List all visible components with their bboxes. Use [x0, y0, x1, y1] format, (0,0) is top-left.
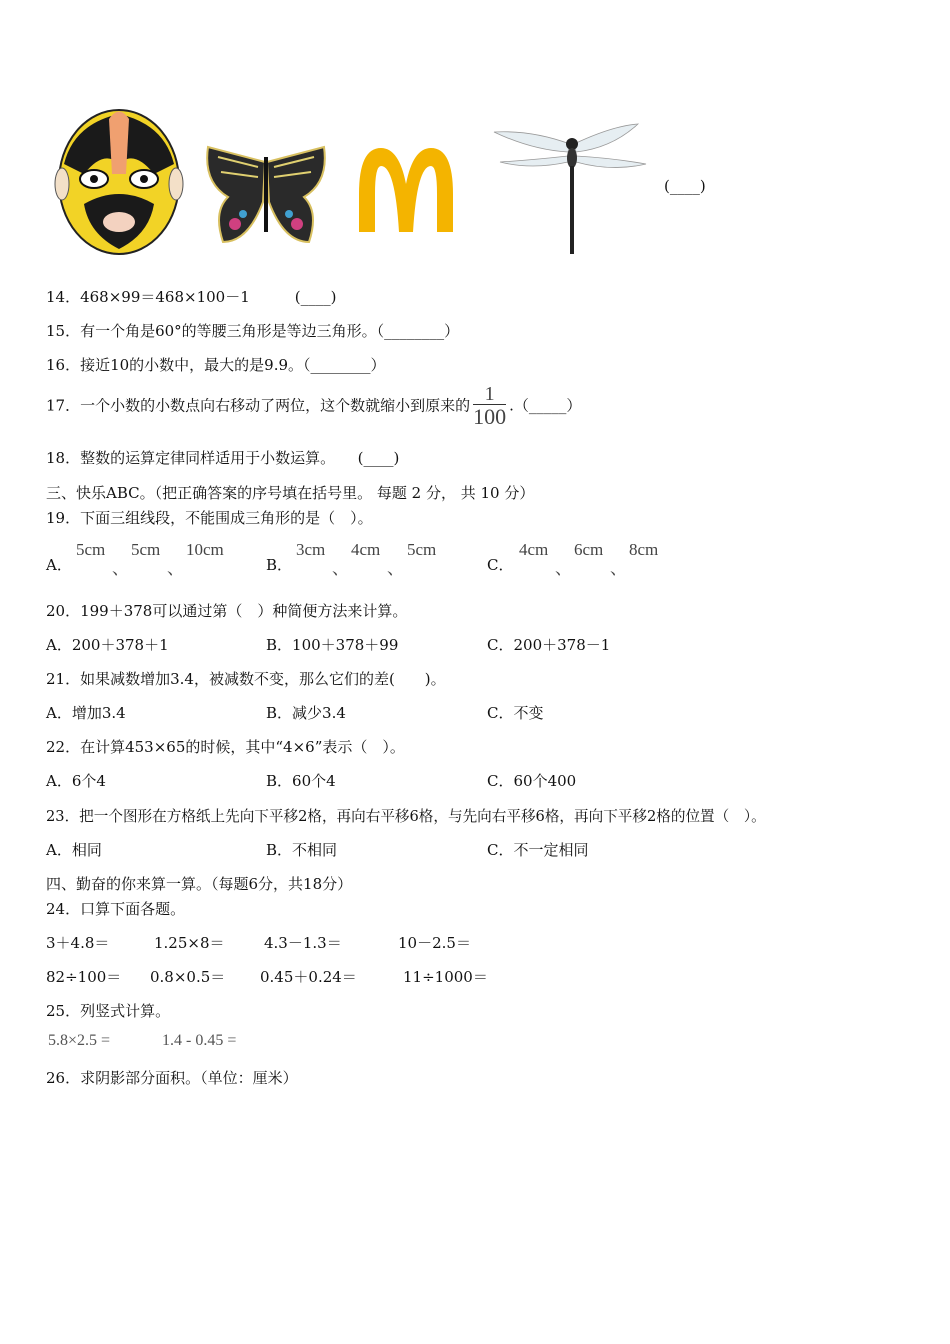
q22-option-b: B．60个4 — [266, 772, 336, 790]
q19-a-sep-1: 、 — [112, 559, 129, 578]
fraction-numerator: 1 — [473, 384, 506, 405]
q21-option-c: C．不变 — [487, 704, 544, 722]
q24-item-5: 82÷100＝ — [46, 968, 122, 986]
q23-option-b: B．不相同 — [266, 841, 338, 859]
question-15: 15．有一个角是60°的等腰三角形是等边三角形。（________） — [46, 322, 460, 340]
question-17 — [46, 384, 581, 429]
q19-c-seg-1: 4cm — [519, 540, 549, 559]
butterfly-image — [203, 142, 329, 246]
q19-option-c-label: C． — [487, 556, 514, 574]
q19-c-seg-2: 6cm — [574, 540, 604, 559]
dragonfly-image — [492, 122, 652, 258]
q19-a-seg-1: 5cm — [76, 540, 106, 559]
q24-item-7: 0.45＋0.24＝ — [260, 968, 357, 986]
q19-b-sep-1: 、 — [332, 559, 349, 578]
q19-c-sep-1: 、 — [555, 559, 572, 578]
question-18: 18．整数的运算定律同样适用于小数运算。 (____) — [46, 449, 400, 467]
q20-option-c: C．200＋378－1 — [487, 636, 611, 654]
question-20: 20．199＋378可以通过第（ ）种简便方法来计算。 — [46, 602, 408, 620]
fraction-one-hundredth — [473, 384, 506, 429]
q19-b-seg-3: 5cm — [407, 540, 437, 559]
q21-option-a: A．增加3.4 — [46, 704, 126, 722]
q19-option-a-label: A． — [46, 556, 72, 574]
q19-c-sep-2: 、 — [610, 559, 627, 578]
q20-option-a: A．200＋378＋1 — [46, 636, 169, 654]
q22-option-c: C．60个400 — [487, 772, 577, 790]
q22-option-a: A．6个4 — [46, 772, 106, 790]
q24-item-3: 4.3－1.3＝ — [264, 934, 342, 952]
q21-option-b: B．减少3.4 — [266, 704, 346, 722]
q24-item-6: 0.8×0.5＝ — [150, 968, 226, 986]
section-3-heading: 三、快乐ABC。（把正确答案的序号填在括号里。 每题 2 分， 共 10 分） — [46, 484, 535, 502]
q23-option-a: A．相同 — [46, 841, 102, 859]
q20-option-b: B．100＋378＋99 — [266, 636, 399, 654]
q19-b-seg-1: 3cm — [296, 540, 326, 559]
question-17-blank: .（_____） — [509, 396, 582, 415]
q24-item-2: 1.25×8＝ — [154, 934, 225, 952]
q19-c-seg-3: 8cm — [629, 540, 659, 559]
mcdonalds-logo-image — [355, 144, 457, 234]
question-23: 23．把一个图形在方格纸上先向下平移2格，再向右平移6格，与先向右平移6格，再向下平移2格的位置（ ）。 — [46, 808, 766, 825]
question-22: 22．在计算453×65的时候，其中“4×6”表示（ ）。 — [46, 738, 405, 756]
q23-option-c: C．不一定相同 — [487, 841, 589, 859]
q25-item-2: 1.4 - 0.45 = — [162, 1032, 237, 1049]
fraction-denominator: 100 — [473, 404, 507, 429]
question-16: 16．接近10的小数中，最大的是9.9。（________） — [46, 356, 386, 374]
q19-a-seg-3: 10cm — [186, 540, 224, 559]
q19-b-seg-2: 4cm — [351, 540, 381, 559]
q24-item-8: 11÷1000＝ — [403, 968, 488, 986]
question-14: 14．468×99＝468×100－1 (____) — [46, 288, 337, 306]
question-26: 26．求阴影部分面积。（单位：厘米） — [46, 1069, 298, 1087]
opera-mask-image — [54, 104, 184, 256]
question-24: 24．口算下面各题。 — [46, 900, 186, 918]
question-19: 19．下面三组线段，不能围成三角形的是（ ）。 — [46, 509, 373, 527]
q19-option-b-label: B． — [266, 556, 293, 574]
question-17-text: 17．一个小数的小数点向右移动了两位，这个数就缩小到原来的 — [46, 396, 471, 415]
question-25: 25．列竖式计算。 — [46, 1002, 171, 1020]
q19-a-sep-2: 、 — [167, 559, 184, 578]
section-4-heading: 四、勤奋的你来算一算。（每题6分，共18分） — [46, 875, 353, 893]
q19-b-sep-2: 、 — [387, 559, 404, 578]
q24-item-4: 10－2.5＝ — [398, 934, 471, 952]
q19-a-seg-2: 5cm — [131, 540, 161, 559]
q25-item-1: 5.8×2.5 = — [48, 1032, 111, 1049]
q24-item-1: 3＋4.8＝ — [46, 934, 110, 952]
question-21: 21．如果减数增加3.4，被减数不变，那么它们的差( )。 — [46, 670, 446, 688]
q13-answer-blank[interactable]: (____) — [664, 177, 706, 195]
